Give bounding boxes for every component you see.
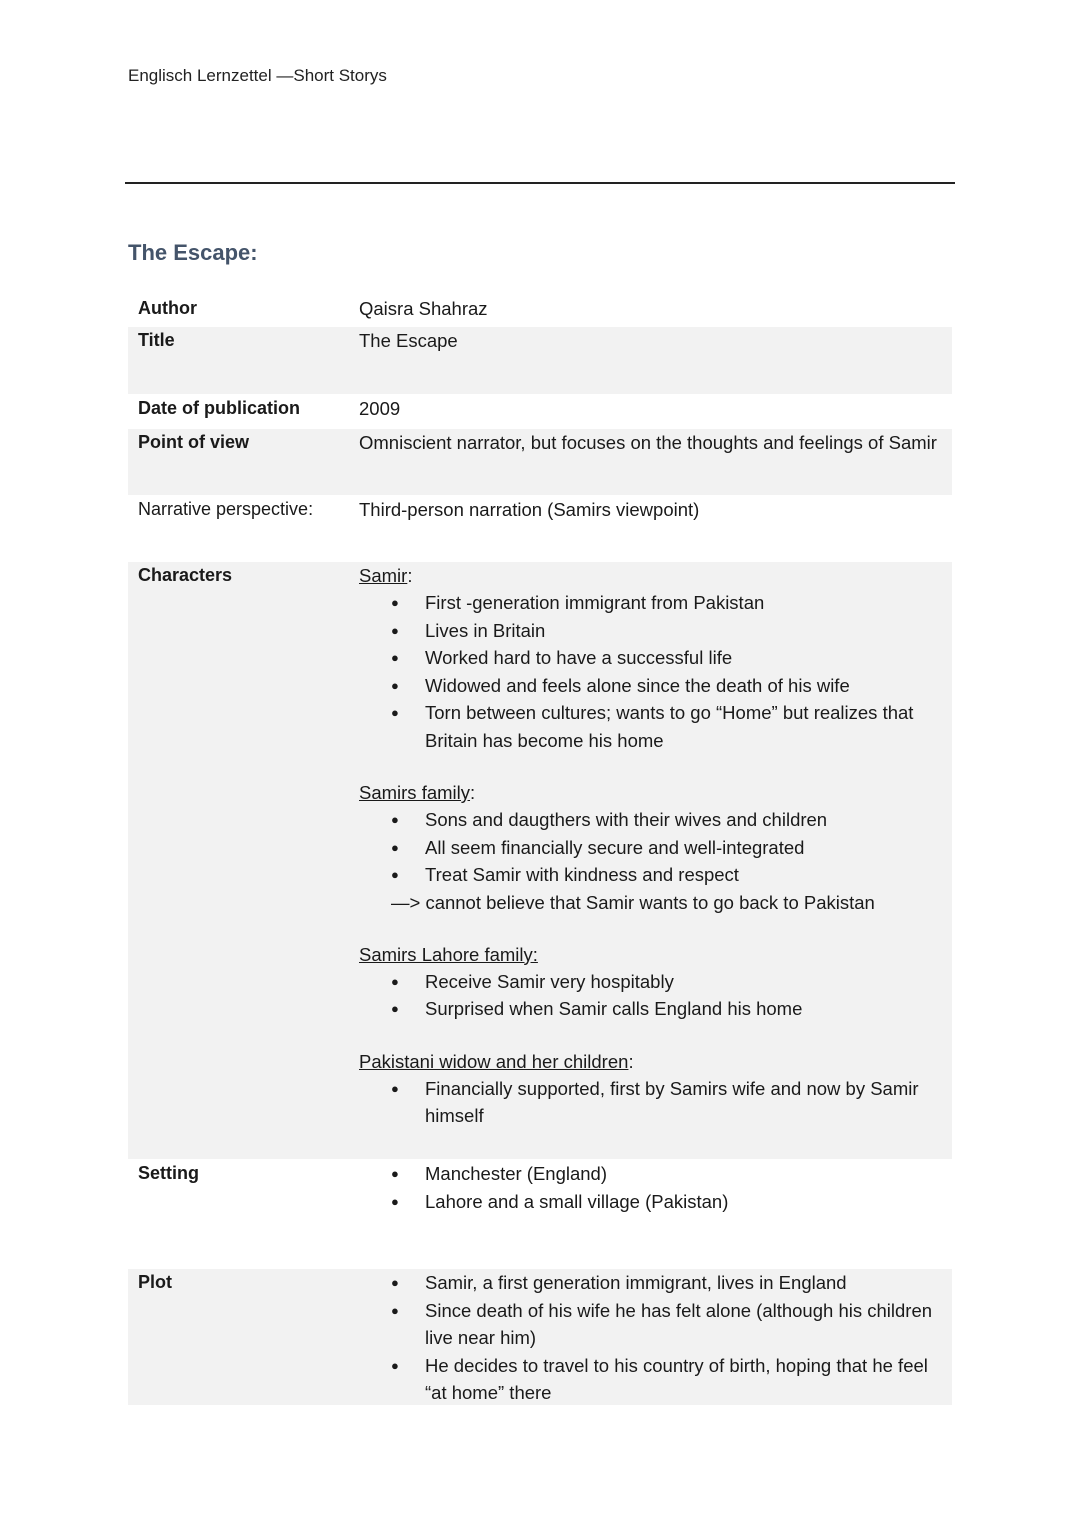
character-traits <box>359 589 938 754</box>
page-header: Englisch Lernzettel —Short Storys <box>128 66 387 85</box>
character-group-lahore <box>359 941 938 1023</box>
list-item: ● He decides to travel to his country of birth, hoping that he feel “at home” there <box>359 1352 938 1407</box>
row-point-of-view <box>128 429 952 495</box>
row-narrative-perspective <box>128 496 952 560</box>
value-point-of-view: Omniscient narrator, but focuses on the thoughts and feelings of Samir <box>359 432 937 453</box>
list-item: ● Treat Samir with kindness and respect <box>359 861 938 889</box>
label-date: Date of publication <box>138 398 300 418</box>
plot-content <box>359 1269 938 1407</box>
character-group-widow: Pakistani widow and her children: ● Financially supported, first by Samirs wife and now by Samir himself <box>359 1048 938 1130</box>
label-point-of-view: Point of view <box>138 432 250 452</box>
list-item: ● Worked hard to have a successful life <box>359 644 938 672</box>
list-item: ● Receive Samir very hospitably <box>359 968 938 996</box>
label-title: Title <box>138 330 175 350</box>
label-characters: Characters <box>138 565 233 585</box>
row-setting <box>128 1160 952 1268</box>
plot-list <box>359 1269 938 1407</box>
list-item: ● Torn between cultures; wants to go “Home” but realizes that Britain has become his home <box>359 699 938 754</box>
list-item: ● Widowed and feels alone since the death of his wife <box>359 672 938 700</box>
value-author: Qaisra Shahraz <box>359 298 488 319</box>
list-item: ● Manchester (England) <box>359 1160 938 1188</box>
row-title <box>128 327 952 394</box>
header-divider <box>125 182 955 184</box>
value-narrative-perspective: Third-person narration (Samirs viewpoint) <box>359 499 700 520</box>
character-name: Samirs Lahore family: <box>359 943 538 965</box>
section-title: The Escape: <box>128 240 258 265</box>
character-traits <box>359 806 938 889</box>
row-author <box>128 295 952 326</box>
label-plot: Plot <box>138 1272 172 1292</box>
list-item: ● Sons and daugthers with their wives and children <box>359 806 938 834</box>
list-item: ● Samir, a first generation immigrant, lives in England <box>359 1269 938 1297</box>
value-title: The Escape <box>359 330 458 351</box>
characters-content <box>359 562 938 1130</box>
list-item: ● Financially supported, first by Samirs wife and now by Samir himself <box>359 1075 938 1130</box>
character-group-samir: Samir: ● First -generation immigrant from Pakistan ● Lives in Britain ● Worked hard to have a successful life ● Widowed and feels alone since the death of his wife ● Torn between cultures; wants to go “Home” but realizes that Britain has become his home <box>359 562 938 754</box>
row-date <box>128 395 952 428</box>
character-name: Samirs family <box>359 782 471 803</box>
label-author: Author <box>138 298 197 318</box>
setting-content <box>359 1160 938 1215</box>
label-narrative-perspective: Narrative perspective: <box>138 499 314 519</box>
label-setting: Setting <box>138 1163 199 1183</box>
character-traits <box>359 1075 938 1130</box>
character-name: Samir <box>359 565 408 586</box>
setting-list <box>359 1160 938 1215</box>
family-note: —> cannot believe that Samir wants to go back to Pakistan <box>391 891 875 913</box>
row-characters <box>128 562 952 1159</box>
value-date: 2009 <box>359 398 401 419</box>
row-plot <box>128 1269 952 1405</box>
list-item: ● Since death of his wife he has felt alone (although his children live near him) <box>359 1297 938 1352</box>
list-item: ● Lives in Britain <box>359 617 938 645</box>
list-item: ● Lahore and a small village (Pakistan) <box>359 1188 938 1216</box>
character-group-family: Samirs family: ● Sons and daugthers with their wives and children ● All seem financially secure and well-integrated ● Treat Samir with kindness and respect —> cannot believe that Samir wants to go back to Pakistan <box>359 779 938 916</box>
list-item: ● All seem financially secure and well-integrated <box>359 834 938 862</box>
list-item: ● First -generation immigrant from Pakistan <box>359 589 938 617</box>
character-traits <box>359 968 938 1023</box>
list-item: ● Surprised when Samir calls England his home <box>359 995 938 1023</box>
character-name: Pakistani widow and her children <box>359 1050 629 1072</box>
